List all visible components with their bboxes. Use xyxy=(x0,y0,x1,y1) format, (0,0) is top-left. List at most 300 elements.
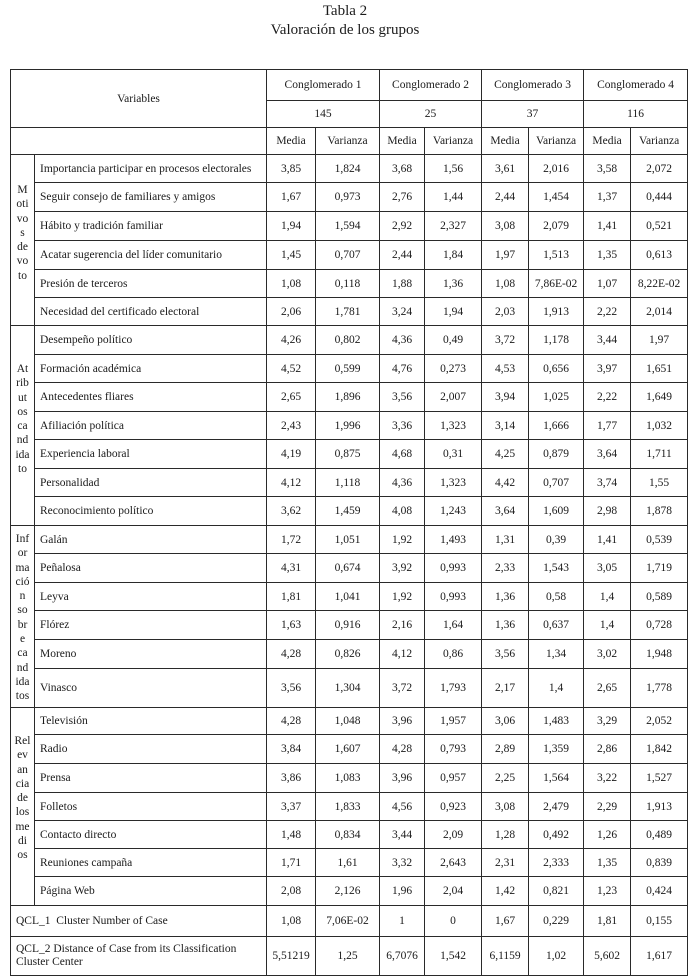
varianza-cell: 1,996 xyxy=(316,412,380,440)
media-cell: 4,76 xyxy=(380,355,425,383)
media-cell: 3,14 xyxy=(482,412,529,440)
varianza-cell: 1,02 xyxy=(529,937,584,976)
media-cell: 1,31 xyxy=(482,526,529,554)
media-cell: 3,62 xyxy=(267,497,316,526)
varianza-cell: 0,656 xyxy=(529,355,584,383)
varianza-cell: 1,048 xyxy=(316,708,380,735)
media-cell: 3,61 xyxy=(482,155,529,183)
media-cell: 4,12 xyxy=(380,640,425,669)
media-cell: 2,44 xyxy=(482,183,529,212)
media-cell: 1,37 xyxy=(584,183,631,212)
varianza-cell: 1,25 xyxy=(316,937,380,976)
media-cell: 4,28 xyxy=(267,640,316,669)
table-row xyxy=(11,383,688,412)
media-cell: 6,1159 xyxy=(482,937,529,976)
media-cell: 2,25 xyxy=(482,764,529,793)
media-cell: 2,65 xyxy=(584,669,631,708)
table-row xyxy=(11,183,688,212)
header-blank xyxy=(11,128,267,155)
media-cell: 4,28 xyxy=(380,735,425,764)
row-label: QCL_1 Cluster Number of Case xyxy=(11,906,267,937)
cluster-1-count: 145 xyxy=(267,101,380,128)
row-label: QCL_2 Distance of Case from its Classification Cluster Center xyxy=(11,937,267,976)
media-header: Media xyxy=(380,128,425,155)
varianza-cell: 0,839 xyxy=(631,849,688,877)
media-cell: 3,96 xyxy=(380,764,425,793)
media-cell: 2,22 xyxy=(584,383,631,412)
varianza-cell: 0,728 xyxy=(631,611,688,640)
media-cell: 4,25 xyxy=(482,440,529,469)
varianza-cell: 2,007 xyxy=(425,383,482,412)
media-cell: 4,53 xyxy=(482,355,529,383)
varianza-cell: 0,916 xyxy=(316,611,380,640)
media-cell: 1,28 xyxy=(482,821,529,849)
media-cell: 1,35 xyxy=(584,241,631,270)
varianza-cell: 1,617 xyxy=(631,937,688,976)
table-caption xyxy=(0,0,690,40)
media-cell: 1,35 xyxy=(584,849,631,877)
varianza-cell: 0,993 xyxy=(425,583,482,611)
media-cell: 2,76 xyxy=(380,183,425,212)
media-cell: 3,22 xyxy=(584,764,631,793)
varianza-cell: 0,802 xyxy=(316,326,380,355)
varianza-cell: 1,513 xyxy=(529,241,584,270)
table-row xyxy=(11,270,688,298)
media-cell: 1,4 xyxy=(584,583,631,611)
varianza-cell: 1,323 xyxy=(425,412,482,440)
media-cell: 2,89 xyxy=(482,735,529,764)
varianza-cell: 2,327 xyxy=(425,212,482,241)
table-row xyxy=(11,764,688,793)
media-cell: 2,98 xyxy=(584,497,631,526)
media-cell: 1,08 xyxy=(267,906,316,937)
row-label: Reconocimiento político xyxy=(35,497,267,526)
table-row xyxy=(11,583,688,611)
varianza-cell: 1,55 xyxy=(631,469,688,497)
table-row xyxy=(11,355,688,383)
varianza-cell: 0,444 xyxy=(631,183,688,212)
table-row xyxy=(11,326,688,355)
row-label: Necesidad del certificado electoral xyxy=(35,298,267,326)
media-cell: 3,84 xyxy=(267,735,316,764)
table-row xyxy=(11,640,688,669)
varianza-header: Varianza xyxy=(529,128,584,155)
varianza-cell: 0,821 xyxy=(529,877,584,906)
cluster-2-count: 25 xyxy=(380,101,482,128)
varianza-cell: 2,333 xyxy=(529,849,584,877)
varianza-cell: 0,39 xyxy=(529,526,584,554)
varianza-header: Varianza xyxy=(425,128,482,155)
varianza-cell: 0,49 xyxy=(425,326,482,355)
row-label: Afiliación política xyxy=(35,412,267,440)
media-cell: 3,37 xyxy=(267,793,316,821)
group-label: Rel ev an cia de los me di os xyxy=(11,708,35,906)
table-row xyxy=(11,497,688,526)
media-cell: 2,06 xyxy=(267,298,316,326)
media-cell: 2,17 xyxy=(482,669,529,708)
row-label: Experiencia laboral xyxy=(35,440,267,469)
media-cell: 1,4 xyxy=(584,611,631,640)
media-cell: 3,36 xyxy=(380,412,425,440)
varianza-cell: 8,22E-02 xyxy=(631,270,688,298)
varianza-cell: 1,719 xyxy=(631,554,688,583)
varianza-cell: 1,651 xyxy=(631,355,688,383)
media-cell: 3,68 xyxy=(380,155,425,183)
row-label: Reuniones campaña xyxy=(35,849,267,877)
varianza-cell: 1,61 xyxy=(316,849,380,877)
varianza-cell: 1,459 xyxy=(316,497,380,526)
row-label: Presión de terceros xyxy=(35,270,267,298)
media-cell: 3,92 xyxy=(380,554,425,583)
varianza-cell: 2,016 xyxy=(529,155,584,183)
varianza-cell: 0,674 xyxy=(316,554,380,583)
row-label: Prensa xyxy=(35,764,267,793)
media-header: Media xyxy=(267,128,316,155)
media-cell: 2,03 xyxy=(482,298,529,326)
row-label: Moreno xyxy=(35,640,267,669)
table-row xyxy=(11,526,688,554)
varianza-cell: 2,072 xyxy=(631,155,688,183)
table-row xyxy=(11,469,688,497)
header-row-clusters xyxy=(11,70,688,101)
table-body xyxy=(11,155,688,976)
varianza-cell: 1,609 xyxy=(529,497,584,526)
media-cell: 2,44 xyxy=(380,241,425,270)
varianza-cell: 1,781 xyxy=(316,298,380,326)
table-row xyxy=(11,155,688,183)
varianza-cell: 1,34 xyxy=(529,640,584,669)
media-cell: 3,08 xyxy=(482,212,529,241)
varianza-cell: 1,032 xyxy=(631,412,688,440)
varianza-cell: 0,229 xyxy=(529,906,584,937)
media-cell: 6,7076 xyxy=(380,937,425,976)
row-label: Desempeño político xyxy=(35,326,267,355)
varianza-cell: 1,824 xyxy=(316,155,380,183)
media-cell: 1,71 xyxy=(267,849,316,877)
varianza-cell: 0,637 xyxy=(529,611,584,640)
media-cell: 2,29 xyxy=(584,793,631,821)
varianza-cell: 0,707 xyxy=(316,241,380,270)
table-row xyxy=(11,877,688,906)
media-cell: 2,16 xyxy=(380,611,425,640)
row-label: Galán xyxy=(35,526,267,554)
varianza-cell: 1,527 xyxy=(631,764,688,793)
media-cell: 4,36 xyxy=(380,469,425,497)
varianza-cell: 0,521 xyxy=(631,212,688,241)
table-row xyxy=(11,212,688,241)
media-cell: 1,42 xyxy=(482,877,529,906)
media-cell: 4,08 xyxy=(380,497,425,526)
varianza-header: Varianza xyxy=(631,128,688,155)
media-cell: 1,36 xyxy=(482,583,529,611)
media-cell: 1,23 xyxy=(584,877,631,906)
varianza-cell: 0,834 xyxy=(316,821,380,849)
cluster-3-header: Conglomerado 3 xyxy=(482,70,584,101)
media-cell: 3,56 xyxy=(267,669,316,708)
media-cell: 1,94 xyxy=(267,212,316,241)
media-cell: 2,86 xyxy=(584,735,631,764)
media-cell: 1,41 xyxy=(584,212,631,241)
table-row xyxy=(11,821,688,849)
media-cell: 4,19 xyxy=(267,440,316,469)
varianza-cell: 2,04 xyxy=(425,877,482,906)
row-label: Folletos xyxy=(35,793,267,821)
media-cell: 2,33 xyxy=(482,554,529,583)
varianza-cell: 0,973 xyxy=(316,183,380,212)
variables-header: Variables xyxy=(11,70,267,128)
media-cell: 1,88 xyxy=(380,270,425,298)
row-label: Seguir consejo de familiares y amigos xyxy=(35,183,267,212)
varianza-cell: 0,539 xyxy=(631,526,688,554)
media-cell: 3,02 xyxy=(584,640,631,669)
media-cell: 4,12 xyxy=(267,469,316,497)
table-row xyxy=(11,298,688,326)
header-row-stats xyxy=(11,128,688,155)
media-cell: 1,08 xyxy=(267,270,316,298)
media-cell: 3,29 xyxy=(584,708,631,735)
varianza-cell: 1,594 xyxy=(316,212,380,241)
media-cell: 1,63 xyxy=(267,611,316,640)
media-cell: 3,94 xyxy=(482,383,529,412)
varianza-cell: 7,06E-02 xyxy=(316,906,380,937)
varianza-cell: 1,359 xyxy=(529,735,584,764)
varianza-cell: 0,492 xyxy=(529,821,584,849)
varianza-cell: 0,613 xyxy=(631,241,688,270)
varianza-cell: 1,083 xyxy=(316,764,380,793)
media-cell: 1,67 xyxy=(482,906,529,937)
media-header: Media xyxy=(584,128,631,155)
media-cell: 1 xyxy=(380,906,425,937)
media-cell: 3,72 xyxy=(380,669,425,708)
media-cell: 2,92 xyxy=(380,212,425,241)
table-number: Tabla 2 xyxy=(322,3,368,19)
table-row xyxy=(11,412,688,440)
row-label: Página Web xyxy=(35,877,267,906)
media-cell: 5,602 xyxy=(584,937,631,976)
row-label: Leyva xyxy=(35,583,267,611)
media-cell: 4,26 xyxy=(267,326,316,355)
varianza-cell: 1,896 xyxy=(316,383,380,412)
varianza-cell: 0,273 xyxy=(425,355,482,383)
media-cell: 2,08 xyxy=(267,877,316,906)
varianza-cell: 0,957 xyxy=(425,764,482,793)
varianza-cell: 7,86E-02 xyxy=(529,270,584,298)
varianza-cell: 1,607 xyxy=(316,735,380,764)
varianza-cell: 1,178 xyxy=(529,326,584,355)
table-row xyxy=(11,708,688,735)
varianza-cell: 1,323 xyxy=(425,469,482,497)
media-cell: 2,65 xyxy=(267,383,316,412)
varianza-cell: 1,493 xyxy=(425,526,482,554)
valuation-table xyxy=(10,69,688,976)
varianza-cell: 1,878 xyxy=(631,497,688,526)
varianza-cell: 1,4 xyxy=(529,669,584,708)
varianza-cell: 1,948 xyxy=(631,640,688,669)
media-cell: 3,85 xyxy=(267,155,316,183)
group-label: At rib ut os ca nd ida to xyxy=(11,326,35,526)
varianza-cell: 1,64 xyxy=(425,611,482,640)
row-label: Televisión xyxy=(35,708,267,735)
media-cell: 1,26 xyxy=(584,821,631,849)
varianza-cell: 1,778 xyxy=(631,669,688,708)
media-cell: 4,28 xyxy=(267,708,316,735)
varianza-cell: 1,543 xyxy=(529,554,584,583)
media-cell: 3,08 xyxy=(482,793,529,821)
varianza-cell: 1,94 xyxy=(425,298,482,326)
media-cell: 3,32 xyxy=(380,849,425,877)
varianza-cell: 1,44 xyxy=(425,183,482,212)
varianza-cell: 0,424 xyxy=(631,877,688,906)
media-cell: 2,22 xyxy=(584,298,631,326)
media-cell: 3,05 xyxy=(584,554,631,583)
media-cell: 4,42 xyxy=(482,469,529,497)
varianza-cell: 1,56 xyxy=(425,155,482,183)
varianza-cell: 1,051 xyxy=(316,526,380,554)
varianza-cell: 0,923 xyxy=(425,793,482,821)
media-cell: 3,44 xyxy=(584,326,631,355)
varianza-cell: 1,454 xyxy=(529,183,584,212)
varianza-cell: 0,599 xyxy=(316,355,380,383)
table-row xyxy=(11,793,688,821)
varianza-cell: 1,649 xyxy=(631,383,688,412)
varianza-cell: 0,875 xyxy=(316,440,380,469)
media-cell: 3,96 xyxy=(380,708,425,735)
media-cell: 1,81 xyxy=(267,583,316,611)
cluster-2-header: Conglomerado 2 xyxy=(380,70,482,101)
varianza-cell: 2,079 xyxy=(529,212,584,241)
media-cell: 3,06 xyxy=(482,708,529,735)
varianza-cell: 0,489 xyxy=(631,821,688,849)
media-cell: 3,56 xyxy=(482,640,529,669)
row-label: Importancia participar en procesos electorales xyxy=(35,155,267,183)
varianza-cell: 0,993 xyxy=(425,554,482,583)
table-row xyxy=(11,906,688,937)
varianza-cell: 1,041 xyxy=(316,583,380,611)
varianza-cell: 1,243 xyxy=(425,497,482,526)
media-cell: 1,67 xyxy=(267,183,316,212)
table-row xyxy=(11,735,688,764)
media-cell: 1,45 xyxy=(267,241,316,270)
table-row xyxy=(11,669,688,708)
table-row xyxy=(11,849,688,877)
varianza-cell: 2,014 xyxy=(631,298,688,326)
media-cell: 3,24 xyxy=(380,298,425,326)
row-label: Formación académica xyxy=(35,355,267,383)
media-header: Media xyxy=(482,128,529,155)
media-cell: 1,41 xyxy=(584,526,631,554)
media-cell: 4,56 xyxy=(380,793,425,821)
varianza-cell: 1,84 xyxy=(425,241,482,270)
varianza-cell: 1,304 xyxy=(316,669,380,708)
media-cell: 3,86 xyxy=(267,764,316,793)
media-cell: 4,31 xyxy=(267,554,316,583)
row-label: Peñalosa xyxy=(35,554,267,583)
varianza-cell: 0,58 xyxy=(529,583,584,611)
media-cell: 1,72 xyxy=(267,526,316,554)
row-label: Antecedentes fliares xyxy=(35,383,267,412)
varianza-cell: 1,913 xyxy=(529,298,584,326)
varianza-cell: 1,833 xyxy=(316,793,380,821)
row-label: Flórez xyxy=(35,611,267,640)
varianza-cell: 2,479 xyxy=(529,793,584,821)
varianza-cell: 1,36 xyxy=(425,270,482,298)
media-cell: 2,31 xyxy=(482,849,529,877)
varianza-cell: 1,118 xyxy=(316,469,380,497)
varianza-cell: 2,643 xyxy=(425,849,482,877)
media-cell: 5,51219 xyxy=(267,937,316,976)
media-cell: 1,92 xyxy=(380,583,425,611)
varianza-cell: 0,793 xyxy=(425,735,482,764)
varianza-cell: 0,31 xyxy=(425,440,482,469)
media-cell: 1,77 xyxy=(584,412,631,440)
media-cell: 1,36 xyxy=(482,611,529,640)
media-cell: 3,64 xyxy=(482,497,529,526)
varianza-cell: 0,707 xyxy=(529,469,584,497)
varianza-cell: 1,542 xyxy=(425,937,482,976)
varianza-cell: 0,118 xyxy=(316,270,380,298)
varianza-cell: 1,564 xyxy=(529,764,584,793)
varianza-cell: 1,025 xyxy=(529,383,584,412)
varianza-cell: 1,483 xyxy=(529,708,584,735)
media-cell: 3,74 xyxy=(584,469,631,497)
row-label: Radio xyxy=(35,735,267,764)
cluster-3-count: 37 xyxy=(482,101,584,128)
varianza-cell: 0,826 xyxy=(316,640,380,669)
varianza-cell: 2,09 xyxy=(425,821,482,849)
media-cell: 3,72 xyxy=(482,326,529,355)
group-label: M oti vo s de vo to xyxy=(11,155,35,326)
varianza-cell: 1,842 xyxy=(631,735,688,764)
varianza-cell: 1,913 xyxy=(631,793,688,821)
media-cell: 4,68 xyxy=(380,440,425,469)
group-label: Inf or ma ció n so br e ca nd ida tos xyxy=(11,526,35,708)
varianza-cell: 0 xyxy=(425,906,482,937)
varianza-cell: 0,86 xyxy=(425,640,482,669)
table-row xyxy=(11,937,688,976)
media-cell: 1,96 xyxy=(380,877,425,906)
row-label: Contacto directo xyxy=(35,821,267,849)
media-cell: 1,08 xyxy=(482,270,529,298)
table-title: Valoración de los grupos xyxy=(270,22,420,38)
cluster-4-header: Conglomerado 4 xyxy=(584,70,688,101)
media-cell: 3,97 xyxy=(584,355,631,383)
varianza-cell: 2,126 xyxy=(316,877,380,906)
media-cell: 3,64 xyxy=(584,440,631,469)
table-row xyxy=(11,611,688,640)
varianza-cell: 1,793 xyxy=(425,669,482,708)
row-label: Hábito y tradición familiar xyxy=(35,212,267,241)
varianza-cell: 0,589 xyxy=(631,583,688,611)
table-row xyxy=(11,554,688,583)
media-cell: 3,58 xyxy=(584,155,631,183)
row-label: Acatar sugerencia del líder comunitario xyxy=(35,241,267,270)
media-cell: 1,97 xyxy=(482,241,529,270)
table-row xyxy=(11,241,688,270)
cluster-1-header: Conglomerado 1 xyxy=(267,70,380,101)
media-cell: 1,07 xyxy=(584,270,631,298)
media-cell: 1,81 xyxy=(584,906,631,937)
media-cell: 4,52 xyxy=(267,355,316,383)
varianza-header: Varianza xyxy=(316,128,380,155)
media-cell: 3,56 xyxy=(380,383,425,412)
row-label: Vinasco xyxy=(35,669,267,708)
cluster-4-count: 116 xyxy=(584,101,688,128)
media-cell: 1,92 xyxy=(380,526,425,554)
row-label: Personalidad xyxy=(35,469,267,497)
media-cell: 1,48 xyxy=(267,821,316,849)
media-cell: 4,36 xyxy=(380,326,425,355)
varianza-cell: 0,879 xyxy=(529,440,584,469)
